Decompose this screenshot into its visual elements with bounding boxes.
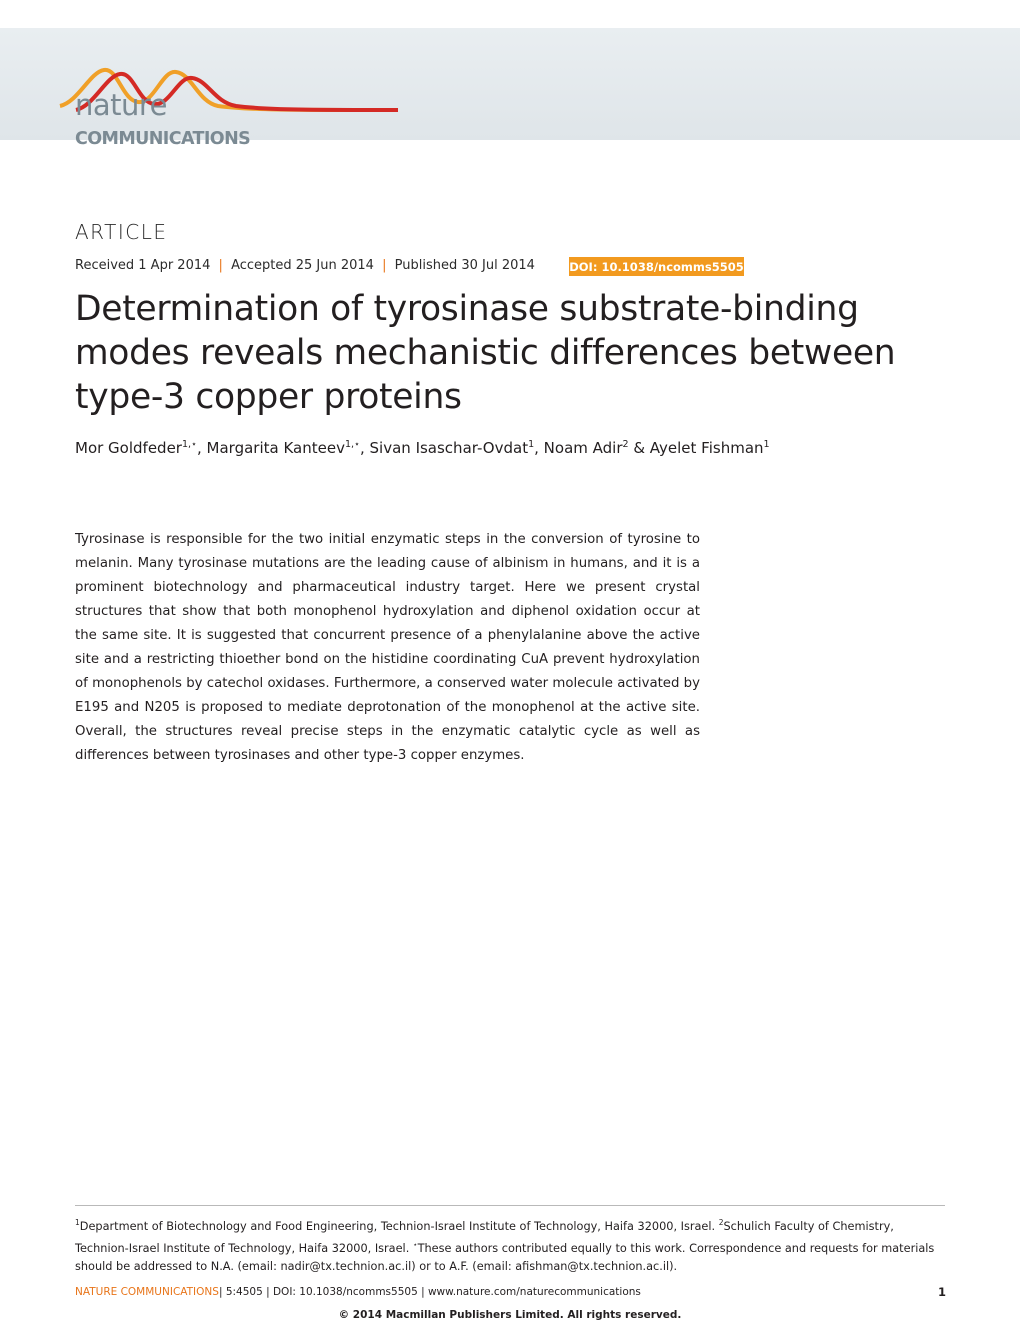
page-number: 1 <box>938 1285 947 1299</box>
affiliation-marker: 1 <box>75 1218 80 1227</box>
author-name[interactable]: Margarita Kanteev <box>206 439 345 457</box>
doi-badge[interactable]: DOI: 10.1038/ncomms5505 <box>569 257 744 276</box>
author-name[interactable]: Noam Adir <box>543 439 623 457</box>
correspondence-note: These authors contributed equally to this work. Correspondence and requests for materials should be addressed to N.A. (email: nadir@tx.technion.ac.il) or to A.F. (email: afishman@tx.technion.ac.il). <box>75 1241 935 1273</box>
author-name[interactable]: Sivan Isaschar-Ovdat <box>369 439 529 457</box>
author-affiliation-sup: 1 <box>528 439 535 450</box>
journal-masthead <box>0 28 1020 149</box>
received-date: Received 1 Apr 2014 <box>75 258 211 273</box>
author-affiliation-sup: 1,⋆ <box>181 439 197 450</box>
logo-nature-text: nature <box>75 88 168 122</box>
date-separator: | <box>218 258 223 273</box>
author-affiliation-sup: 1 <box>763 439 770 450</box>
author-affiliation-sup: 2 <box>622 439 629 450</box>
journal-name[interactable]: NATURE COMMUNICATIONS <box>75 1286 219 1298</box>
author-affiliation-sup: 1,⋆ <box>344 439 360 450</box>
equal-contribution-marker: ⋆ <box>412 1239 418 1249</box>
footnote-divider <box>75 1205 945 1206</box>
affiliation-marker: 2 <box>718 1218 724 1227</box>
citation-info: | 5:4505 | DOI: 10.1038/ncomms5505 | www.nature.com/naturecommunications <box>218 1286 641 1298</box>
citation-footer <box>75 1286 641 1298</box>
logo-communications-text: COMMUNICATIONS <box>75 129 251 149</box>
author-name[interactable]: Ayelet Fishman <box>649 439 764 457</box>
author-separator: , <box>359 439 370 457</box>
affiliation-2: Schulich Faculty of Chemistry, Technion-Israel Institute of Technology, Haifa 32000, Israel. <box>75 1219 894 1255</box>
article-type-label: ARTICLE <box>75 220 168 244</box>
author-separator: & <box>628 439 650 457</box>
accepted-date: Accepted 25 Jun 2014 <box>231 258 374 273</box>
author-name[interactable]: Mor Goldfeder <box>75 439 182 457</box>
date-separator: | <box>382 258 387 273</box>
author-list <box>75 439 770 457</box>
publication-dates <box>75 258 535 273</box>
copyright-notice: © 2014 Macmillan Publishers Limited. All rights reserved. <box>338 1309 682 1321</box>
author-separator: , <box>197 439 207 457</box>
author-separator: , <box>534 439 544 457</box>
abstract-text: Tyrosinase is responsible for the two initial enzymatic steps in the conversion of tyrosine to melanin. Many tyrosinase mutations are the leading cause of albinism in humans, and it is a prominent biotechnology and pharmaceutical industry target. Here we present crystal structures that show that both monophenol hydroxylation and diphenol oxidation occur at the same site. It is suggested that concurrent presence of a phenylalanine above the active site and a restricting thioether bond on the histidine coordinating CuA prevent hydroxylation of monophenols by catechol oxidases. Furthermore, a conserved water molecule activated by E195 and N205 is proposed to mediate deprotonation of the monophenol at the active site. Overall, the structures reveal precise steps in the enzymatic catalytic cycle as well as differences between tyrosinases and other type-3 copper enzymes. <box>75 532 700 763</box>
article-title: Determination of tyrosinase substrate-binding modes reveals mechanistic differences between type-3 copper proteins <box>75 289 896 417</box>
affiliation-1: Department of Biotechnology and Food Engineering, Technion-Israel Institute of Technology, Haifa 32000, Israel. <box>79 1219 716 1233</box>
affiliations-footnote <box>75 1214 945 1276</box>
published-date: Published 30 Jul 2014 <box>394 258 535 273</box>
